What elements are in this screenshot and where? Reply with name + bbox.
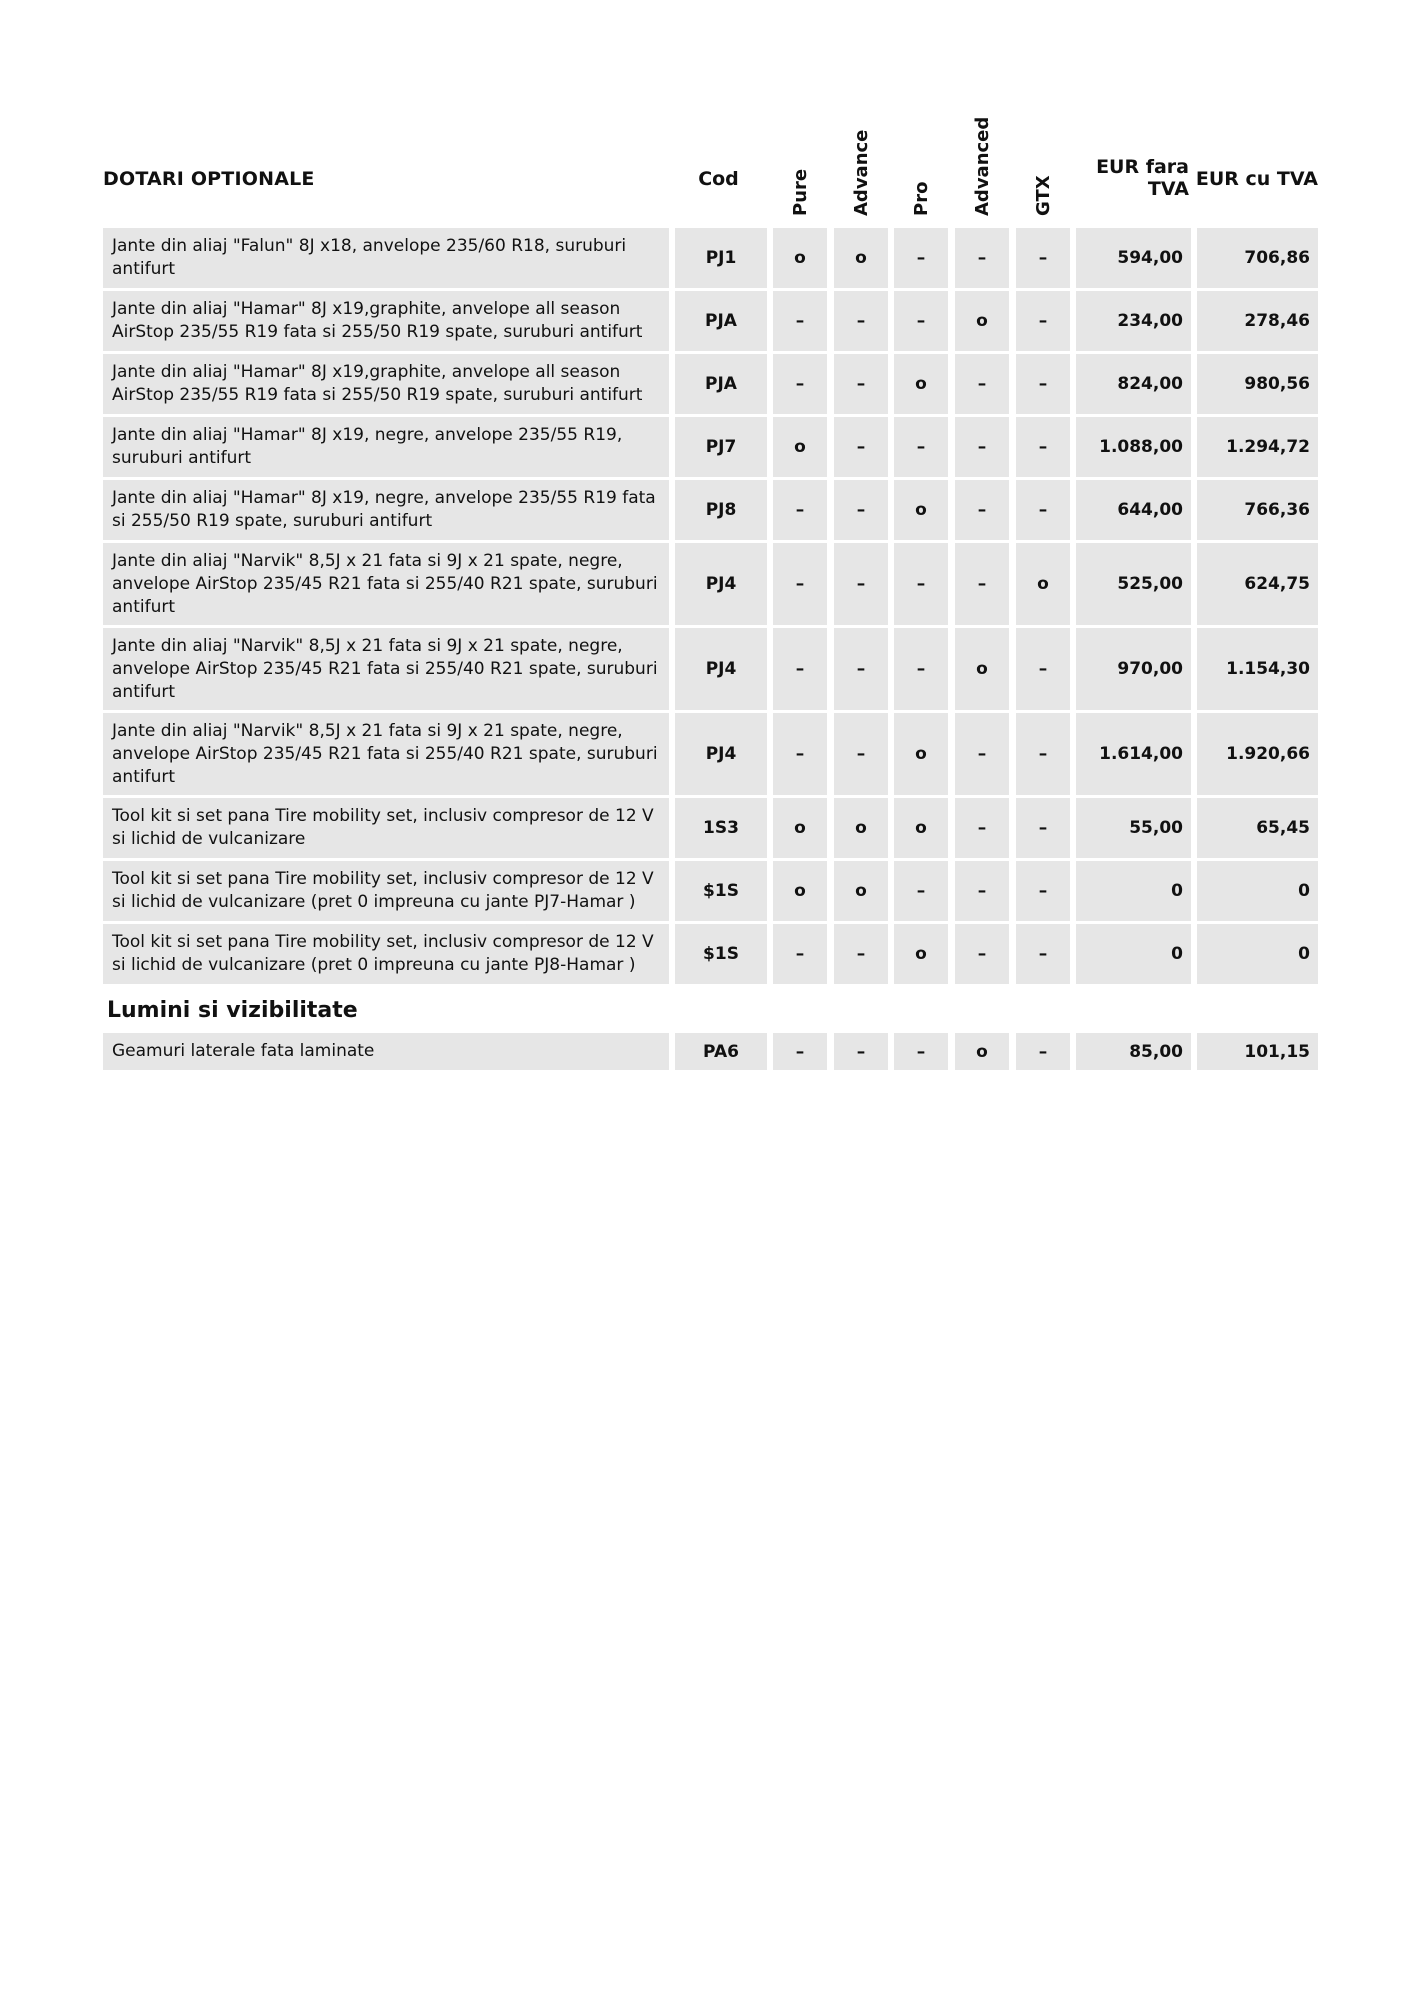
availability-advanced: – <box>955 228 1009 288</box>
table-row <box>103 417 1318 480</box>
availability-advance: – <box>834 713 888 795</box>
trim-header-pro: Pro <box>911 181 932 216</box>
table-title: DOTARI OPTIONALE <box>103 168 315 190</box>
option-code: PJA <box>675 354 767 414</box>
trim-header-advance: Advance <box>851 129 872 216</box>
price-with-vat: 101,15 <box>1197 1033 1318 1070</box>
availability-pro: – <box>894 417 948 477</box>
price-with-vat: 278,46 <box>1197 291 1318 351</box>
availability-advance: – <box>834 924 888 984</box>
section-title: Lumini si vizibilitate <box>107 997 358 1023</box>
table-row <box>103 924 1318 987</box>
option-description: Tool kit si set pana Tire mobility set, inclusiv compresor de 12 V si lichid de vulcanizare <box>103 798 669 858</box>
price-with-vat: 0 <box>1197 861 1318 921</box>
availability-advance: – <box>834 1033 888 1070</box>
price-without-vat: 594,00 <box>1076 228 1191 288</box>
option-description: Tool kit si set pana Tire mobility set, inclusiv compresor de 12 V si lichid de vulcanizare (pret 0 impreuna cu jante PJ7-Hamar ) <box>103 861 669 921</box>
availability-pro: o <box>894 924 948 984</box>
availability-advance: – <box>834 543 888 625</box>
option-code: PJ7 <box>675 417 767 477</box>
price-with-vat: 1.294,72 <box>1197 417 1318 477</box>
option-code: PJA <box>675 291 767 351</box>
price-with-vat: 1.920,66 <box>1197 713 1318 795</box>
availability-pure: – <box>773 628 827 710</box>
availability-gtx: – <box>1016 291 1070 351</box>
option-code: $1S <box>675 924 767 984</box>
table-row <box>103 628 1318 713</box>
availability-pure: o <box>773 417 827 477</box>
availability-gtx: – <box>1016 1033 1070 1070</box>
price-with-vat: 624,75 <box>1197 543 1318 625</box>
option-description: Tool kit si set pana Tire mobility set, inclusiv compresor de 12 V si lichid de vulcanizare (pret 0 impreuna cu jante PJ8-Hamar ) <box>103 924 669 984</box>
price-without-vat: 0 <box>1076 861 1191 921</box>
availability-pure: o <box>773 228 827 288</box>
availability-pro: o <box>894 354 948 414</box>
option-code: PJ4 <box>675 543 767 625</box>
availability-pro: o <box>894 798 948 858</box>
price-without-vat: 0 <box>1076 924 1191 984</box>
table-row <box>103 798 1318 861</box>
availability-pure: o <box>773 798 827 858</box>
availability-advance: o <box>834 228 888 288</box>
price-with-vat: 1.154,30 <box>1197 628 1318 710</box>
price-without-vat: 525,00 <box>1076 543 1191 625</box>
option-description: Jante din aliaj "Narvik" 8,5J x 21 fata si 9J x 21 spate, negre, anvelope AirStop 235/45 R21 fata si 255/40 R21 spate, suruburi antifurt <box>103 543 669 625</box>
availability-advanced: o <box>955 291 1009 351</box>
availability-gtx: – <box>1016 924 1070 984</box>
availability-advanced: o <box>955 628 1009 710</box>
option-description: Jante din aliaj "Falun" 8J x18, anvelope 235/60 R18, suruburi antifurt <box>103 228 669 288</box>
price-without-vat: 1.614,00 <box>1076 713 1191 795</box>
table-body <box>103 228 1318 987</box>
availability-gtx: – <box>1016 354 1070 414</box>
availability-gtx: – <box>1016 861 1070 921</box>
option-code: PJ4 <box>675 713 767 795</box>
availability-gtx: – <box>1016 713 1070 795</box>
availability-advance: – <box>834 480 888 540</box>
availability-gtx: – <box>1016 798 1070 858</box>
price-without-vat-header: EUR fara TVA <box>1096 156 1189 200</box>
option-code: PJ4 <box>675 628 767 710</box>
availability-pro: – <box>894 1033 948 1070</box>
option-code: PA6 <box>675 1033 767 1070</box>
availability-advance: – <box>834 628 888 710</box>
option-code: 1S3 <box>675 798 767 858</box>
availability-pro: – <box>894 861 948 921</box>
availability-pure: – <box>773 543 827 625</box>
availability-gtx: o <box>1016 543 1070 625</box>
price-with-vat: 766,36 <box>1197 480 1318 540</box>
availability-pro: – <box>894 291 948 351</box>
option-description: Geamuri laterale fata laminate <box>103 1033 669 1070</box>
table-row <box>103 1033 1318 1073</box>
price-without-vat: 85,00 <box>1076 1033 1191 1070</box>
availability-gtx: – <box>1016 480 1070 540</box>
trim-header-pure: Pure <box>790 168 811 216</box>
option-description: Jante din aliaj "Hamar" 8J x19,graphite, anvelope all season AirStop 235/55 R19 fata si 255/50 R19 spate, suruburi antifurt <box>103 291 669 351</box>
availability-advanced: – <box>955 480 1009 540</box>
availability-advance: – <box>834 354 888 414</box>
availability-advance: o <box>834 798 888 858</box>
option-description: Jante din aliaj "Narvik" 8,5J x 21 fata si 9J x 21 spate, negre, anvelope AirStop 235/45 R21 fata si 255/40 R21 spate, suruburi antifurt <box>103 628 669 710</box>
price-with-vat: 706,86 <box>1197 228 1318 288</box>
availability-pure: – <box>773 354 827 414</box>
availability-advanced: – <box>955 713 1009 795</box>
availability-pure: – <box>773 924 827 984</box>
availability-pro: – <box>894 628 948 710</box>
price-without-vat: 55,00 <box>1076 798 1191 858</box>
availability-gtx: – <box>1016 628 1070 710</box>
table-row <box>103 713 1318 798</box>
availability-gtx: – <box>1016 417 1070 477</box>
option-description: Jante din aliaj "Narvik" 8,5J x 21 fata si 9J x 21 spate, negre, anvelope AirStop 235/45 R21 fata si 255/40 R21 spate, suruburi antifurt <box>103 713 669 795</box>
availability-pure: – <box>773 291 827 351</box>
table-header <box>103 116 1318 228</box>
table-row <box>103 543 1318 628</box>
price-with-vat-header: EUR cu TVA <box>1195 168 1318 190</box>
option-code: PJ8 <box>675 480 767 540</box>
availability-pure: o <box>773 861 827 921</box>
availability-advanced: – <box>955 798 1009 858</box>
option-description: Jante din aliaj "Hamar" 8J x19,graphite, anvelope all season AirStop 235/55 R19 fata si 255/50 R19 spate, suruburi antifurt <box>103 354 669 414</box>
availability-advanced: – <box>955 924 1009 984</box>
price-with-vat: 0 <box>1197 924 1318 984</box>
availability-advanced: – <box>955 417 1009 477</box>
availability-pure: – <box>773 713 827 795</box>
availability-gtx: – <box>1016 228 1070 288</box>
availability-advanced: o <box>955 1033 1009 1070</box>
trim-header-gtx: GTX <box>1033 175 1054 216</box>
availability-advanced: – <box>955 861 1009 921</box>
availability-pro: – <box>894 543 948 625</box>
price-without-vat: 1.088,00 <box>1076 417 1191 477</box>
table-row <box>103 480 1318 543</box>
table-row <box>103 354 1318 417</box>
option-description: Jante din aliaj "Hamar" 8J x19, negre, anvelope 235/55 R19 fata si 255/50 R19 spate, suruburi antifurt <box>103 480 669 540</box>
price-without-vat: 824,00 <box>1076 354 1191 414</box>
availability-pure: – <box>773 1033 827 1070</box>
table-row <box>103 291 1318 354</box>
availability-advance: o <box>834 861 888 921</box>
option-code: $1S <box>675 861 767 921</box>
price-without-vat: 970,00 <box>1076 628 1191 710</box>
trim-header-advanced: Advanced <box>972 116 993 216</box>
availability-pro: o <box>894 480 948 540</box>
availability-advanced: – <box>955 543 1009 625</box>
availability-advance: – <box>834 291 888 351</box>
availability-pro: o <box>894 713 948 795</box>
price-without-vat: 644,00 <box>1076 480 1191 540</box>
table-row <box>103 228 1318 291</box>
availability-pure: – <box>773 480 827 540</box>
options-price-table <box>103 116 1318 1073</box>
section-table-body <box>103 1033 1318 1073</box>
option-description: Jante din aliaj "Hamar" 8J x19, negre, anvelope 235/55 R19, suruburi antifurt <box>103 417 669 477</box>
price-without-vat: 234,00 <box>1076 291 1191 351</box>
price-with-vat: 65,45 <box>1197 798 1318 858</box>
option-code: PJ1 <box>675 228 767 288</box>
code-column-header: Cod <box>698 168 739 190</box>
price-with-vat: 980,56 <box>1197 354 1318 414</box>
availability-advanced: – <box>955 354 1009 414</box>
availability-pro: – <box>894 228 948 288</box>
table-row <box>103 861 1318 924</box>
availability-advance: – <box>834 417 888 477</box>
